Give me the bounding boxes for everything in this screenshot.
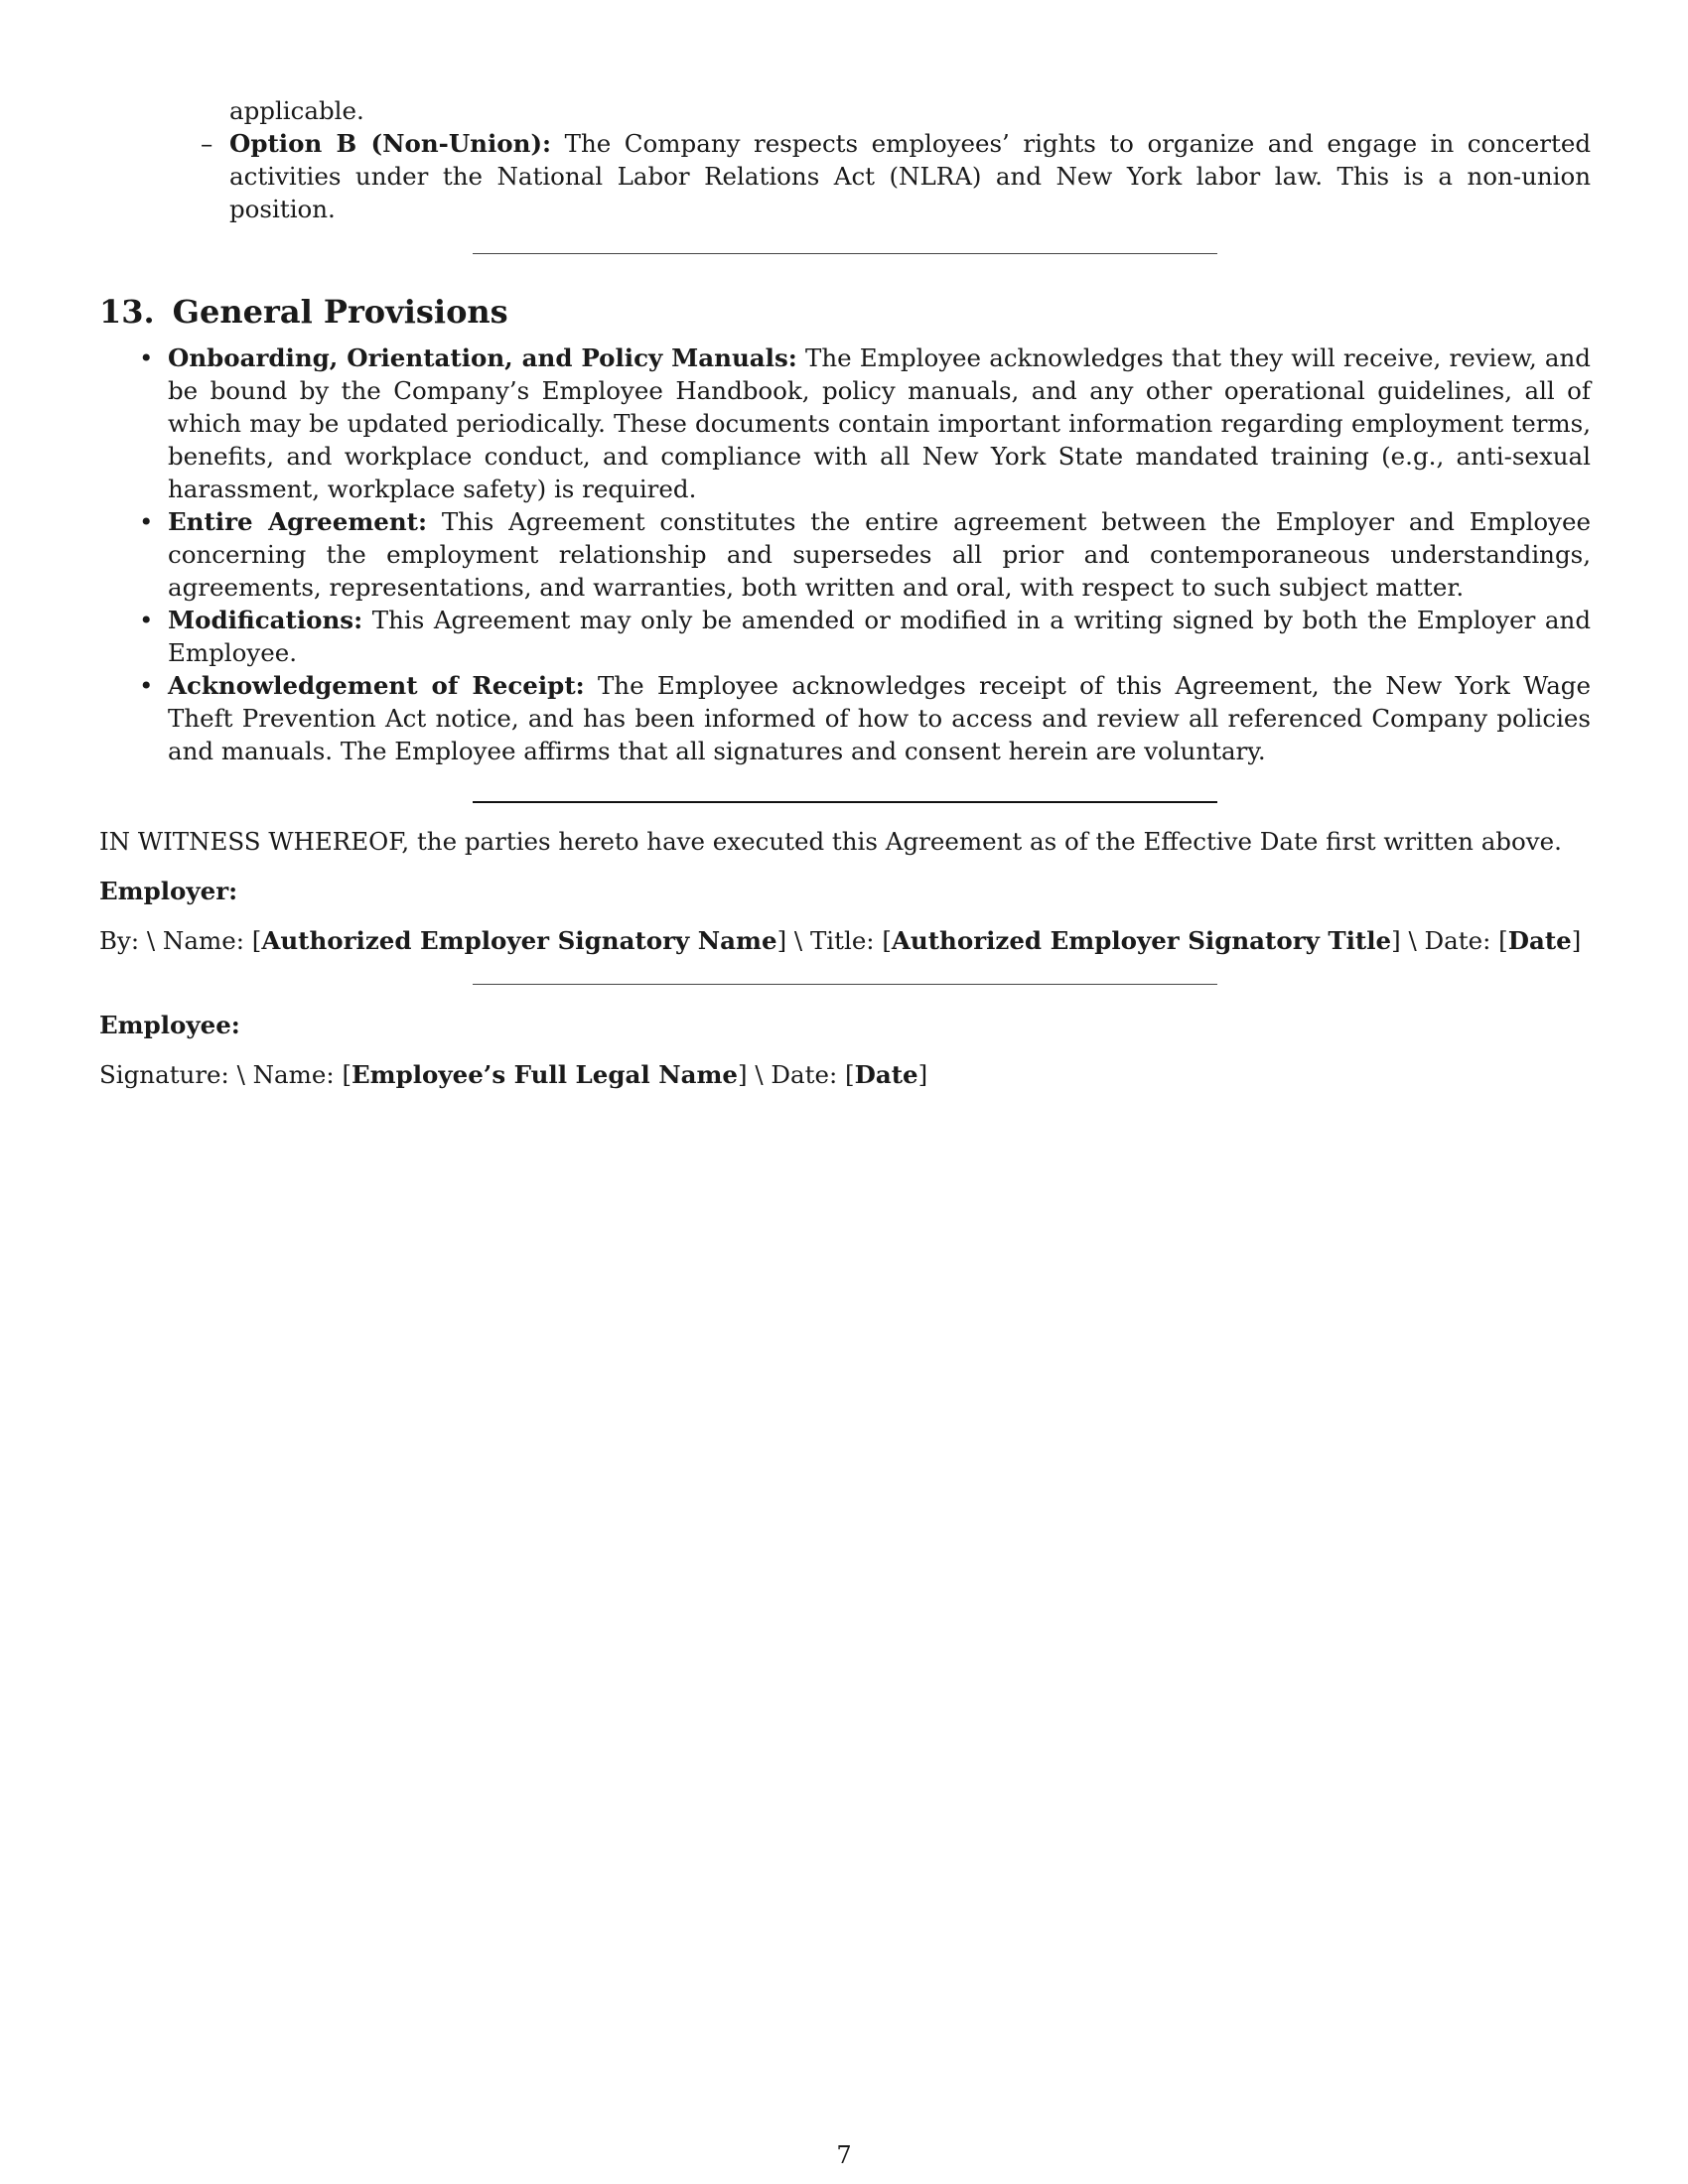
- document-page: [99, 94, 1591, 1091]
- employee-heading-text: Employee:: [99, 1011, 240, 1039]
- employer-date-label: \ Date:: [1400, 926, 1499, 955]
- continuation-text: applicable.: [229, 96, 364, 125]
- employer-by-label: By: \ Name:: [99, 926, 252, 955]
- section-title: General Provisions: [172, 293, 508, 331]
- bullet-icon: •: [139, 343, 154, 372]
- employee-signature-line: Signature: \ Name: [Employee’s Full Legal Name] \ Date: [Date]: [99, 1060, 928, 1089]
- provision-label: Modifications:: [168, 606, 363, 634]
- employer-heading: [99, 875, 1591, 907]
- provision-label: Onboarding, Orientation, and Policy Manuals:: [168, 343, 797, 372]
- employer-date-placeholder: Date: [1507, 926, 1572, 955]
- provision-text: This Agreement constitutes the entire agreement between the Employer and Employee concerning the employment relationship and supersedes all prior and contemporaneous understandings, agreements, representations, and warranties, both written and oral, with respect to such subject matter.: [168, 507, 1591, 602]
- page-number: 7: [836, 2141, 852, 2169]
- employee-name-placeholder: Employee’s Full Legal Name: [352, 1060, 738, 1089]
- provision-text: This Agreement may only be amended or modified in a writing signed by both the Employer and Employee.: [168, 606, 1591, 667]
- signature-divider: [473, 984, 1217, 985]
- dash-marker: –: [201, 129, 213, 158]
- list-item: [99, 505, 1591, 604]
- employer-heading-text: Employer:: [99, 877, 238, 905]
- employer-signature-line: By: \ Name: [Authorized Employer Signatory Name] \ Title: [Authorized Employer Signatory Title] \ Date: [Date]: [99, 926, 1582, 955]
- employee-heading: [99, 1009, 1591, 1041]
- provision-label: Acknowledgement of Receipt:: [168, 671, 585, 700]
- list-item: [99, 341, 1591, 505]
- provision-text: The Employee acknowledges that they will receive, review, and be bound by the Company’s Employee Handbook, policy manuals, and any other operational guidelines, all of which may be updated periodically. These documents contain important information regarding employment terms, benefits, and workplace conduct, and compliance with all New York State mandated training (e.g., anti-sexual harassment, workplace safety) is required.: [168, 343, 1591, 503]
- employee-date-label: \ Date:: [747, 1060, 846, 1089]
- employer-name-placeholder: Authorized Employer Signatory Name: [261, 926, 777, 955]
- employer-title-label: \ Title:: [786, 926, 883, 955]
- list-item: [99, 669, 1591, 767]
- employee-signature-label: Signature: \ Name:: [99, 1060, 343, 1089]
- section-divider-thick: [473, 801, 1217, 803]
- provision-label: Entire Agreement:: [168, 507, 428, 536]
- witness-statement: IN WITNESS WHEREOF, the parties hereto have executed this Agreement as of the Effective Date first written above.: [99, 827, 1562, 856]
- option-b-item: [99, 127, 1591, 225]
- employer-title-placeholder: Authorized Employer Signatory Title: [891, 926, 1392, 955]
- section-heading: [99, 292, 1591, 332]
- option-b-label: Option B (Non-Union):: [229, 129, 552, 158]
- section-divider: [473, 253, 1217, 254]
- provisions-list: [99, 341, 1591, 767]
- bullet-icon: •: [139, 671, 154, 700]
- section-number: 13.: [99, 293, 155, 331]
- provision-text: The Employee acknowledges receipt of this Agreement, the New York Wage Theft Prevention Act notice, and has been informed of how to access and review all referenced Company policies and manuals. The Employee affirms that all signatures and consent herein are voluntary.: [168, 671, 1591, 765]
- employee-date-placeholder: Date: [854, 1060, 918, 1089]
- bullet-icon: •: [139, 606, 154, 634]
- bullet-icon: •: [139, 507, 154, 536]
- option-b-text: The Company respects employees’ rights to organize and engage in concerted activities under the National Labor Relations Act (NLRA) and New York labor law. This is a non-union position.: [229, 129, 1592, 223]
- list-item: [99, 604, 1591, 669]
